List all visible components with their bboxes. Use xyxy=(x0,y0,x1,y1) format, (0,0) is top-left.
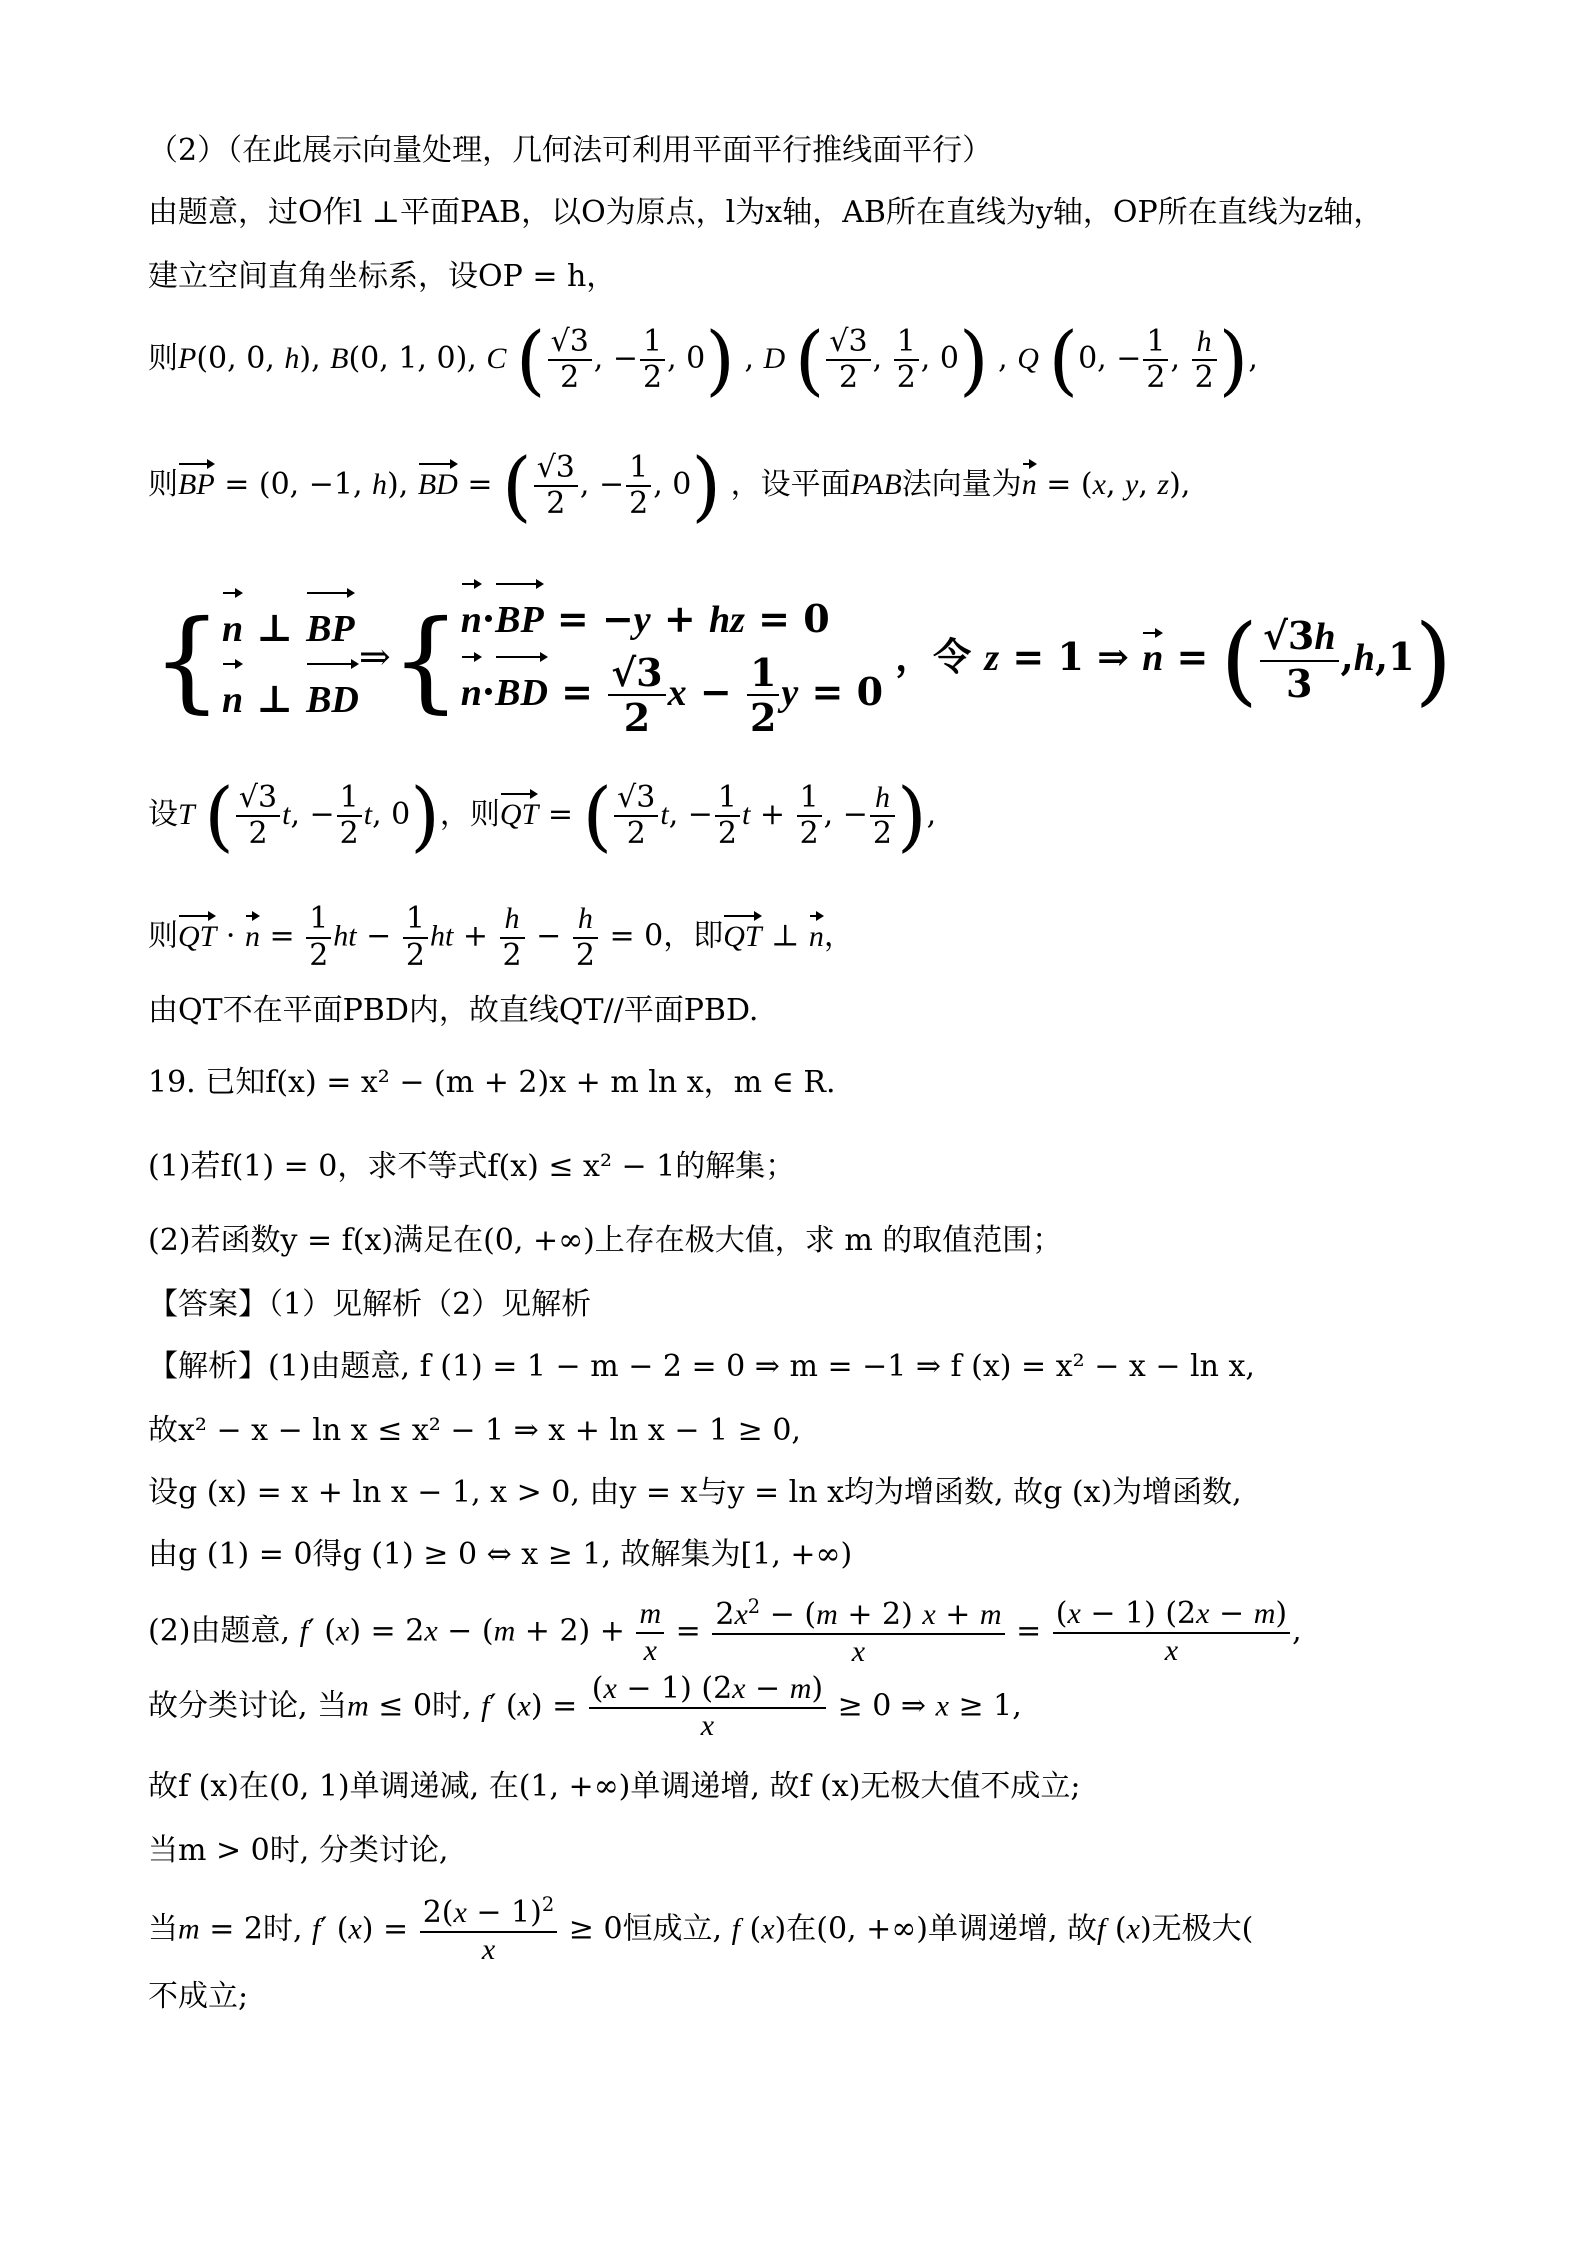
analysis-line-8: 当m > 0时, 分类讨论, xyxy=(148,1833,449,1868)
setup-line-1: 由题意，过O作l ⊥平面PAB，以O为原点，l为x轴，AB所在直线为y轴，OP所在直线为z轴， xyxy=(148,195,1384,230)
analysis-line-3: 设g (x) = x + ln x − 1, x > 0, 由y = x与y = ln x均为增函数, 故g (x)为增函数, xyxy=(148,1475,1242,1510)
question-19-part-1: (1)若f(1) = 0，求不等式f(x) ≤ x² − 1的解集； xyxy=(148,1149,796,1184)
conclusion-line: 由QT不在平面PBD内，故直线QT//平面PBD. xyxy=(148,993,759,1028)
question-19-part-2: (2)若函数y = f(x)满足在(0, +∞)上存在极大值，求 m 的取值范围； xyxy=(148,1223,1063,1258)
analysis-line-2: 故x² − x − ln x ≤ x² − 1 ⇒ x + ln x − 1 ≥ 0, xyxy=(148,1413,801,1448)
analysis-line-10: 不成立; xyxy=(148,1979,249,2014)
analysis-line-9: 当m = 2时, f′ (x) = $\frac{2(x - 1)^2}{x}$ ≥ 0恒成立, f (x)在(0, +∞)单调递增, 故f (x)无极大( xyxy=(148,1893,1254,1966)
point-t-line: 设T ( $\frac{√3}{2}$ t, − $\frac{1}{2}$ t, 0)，则QT = ( $\frac{√3}{2}$ t, − $\frac{1}{2}$ t + $\frac{1}{2}$ , − $\frac{h}{2}$ ), xyxy=(148,771,937,860)
vectors-line: 则BP = (0, −1, h), BD = ( $\frac{√3}{2}$ , − $\frac{1}{2}$ , 0) ，设平面PAB法向量为n = (x, y, z), xyxy=(148,441,1191,530)
analysis-line-7: 故f (x)在(0, 1)单调递减, 在(1, +∞)单调递增, 故f (x)无极大值不成立; xyxy=(148,1769,1081,1804)
normal-vector-system: { n ⊥ BP n ⊥ BD ⇒{ n·BP = −y + hz = 0 n·BD = $\frac{√3}{2}$ x − $\frac{1}{2}$ y = 0 ，令 z = 1 ⇒ n = ( $\frac{√3h}{3}$ ,h,1) xyxy=(152,580,1452,740)
analysis-line-5: (2)由题意, f′ (x) = 2x − (m + 2) + $\frac{m}{x}$ = $\frac{2x^2 - (m + 2) x + m}{x}$ = $\frac{(x - 1) (2x - m)}{x}$ , xyxy=(148,1595,1302,1668)
analysis-line-1: 【解析】(1)由题意, f (1) = 1 − m − 2 = 0 ⇒ m = −1 ⇒ f (x) = x² − x − ln x, xyxy=(148,1349,1255,1384)
part2-title: （2）（在此展示向量处理，几何法可利用平面平行推线面平行） xyxy=(148,133,993,168)
dot-product-line: 则QT · n = $\frac{1}{2}$ ht − $\frac{1}{2}$ ht + $\frac{h}{2}$ − $\frac{h}{2}$ = 0，即QT ⊥ n， xyxy=(148,901,854,973)
analysis-line-6: 故分类讨论, 当m ≤ 0时, f′ (x) = $\frac{(x - 1) (2x - m)}{x}$ ≥ 0 ⇒ x ≥ 1, xyxy=(148,1671,1022,1742)
question-19: 19. 已知f(x) = x² − (m + 2)x + m ln x，m ∈ R. xyxy=(148,1065,836,1100)
setup-line-2: 建立空间直角坐标系，设OP = h， xyxy=(148,259,617,294)
coordinates-line: 则P(0, 0, h), B(0, 1, 0), C ( $\frac{√3}{2}$ , − $\frac{1}{2}$ , 0) , D ( $\frac{√3}{2}$ , $\frac{1}{2}$ , 0) , Q (0, − $\frac{1}{2}$ , $\frac{h}{2}$ ), xyxy=(148,315,1258,404)
analysis-line-4: 由g (1) = 0得g (1) ≥ 0 ⇔ x ≥ 1, 故解集为[1, +∞) xyxy=(148,1537,853,1572)
answer-line: 【答案】（1）见解析（2）见解析 xyxy=(148,1287,592,1322)
